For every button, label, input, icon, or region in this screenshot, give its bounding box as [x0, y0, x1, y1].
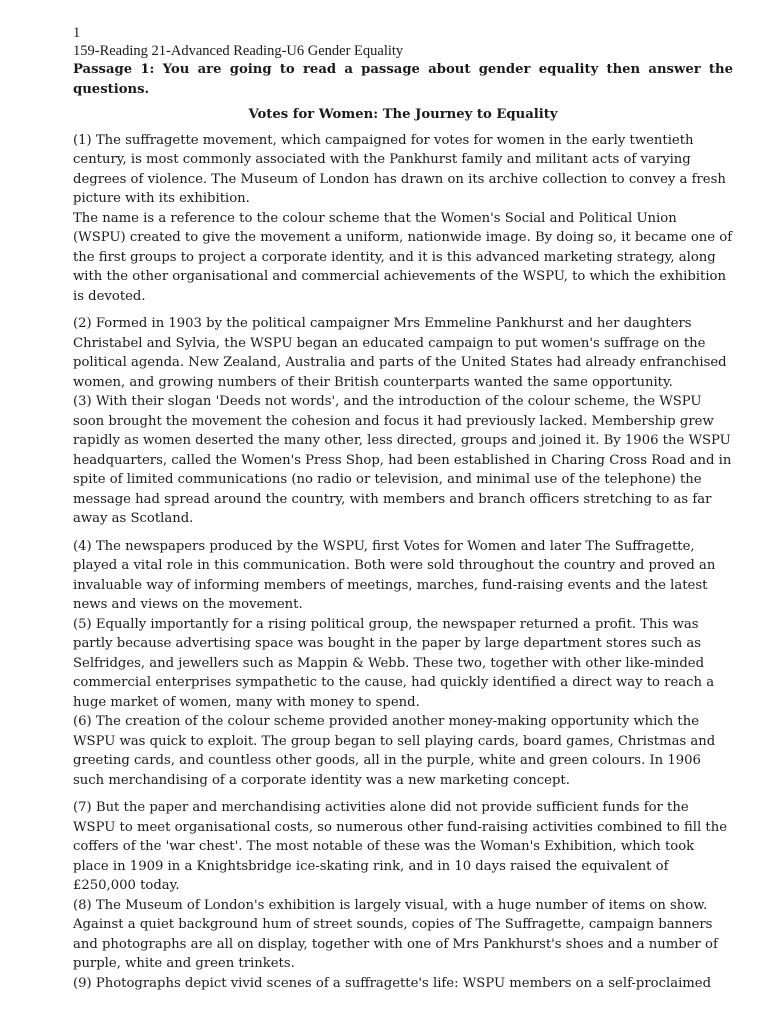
paragraph-7: (7) But the paper and merchandising activities alone did not provide sufficient funds for the WSPU to meet organisational costs, so numerous other fund-raising activities combined to fill the coffers of the 'war chest'. The most notable of these was the Woman's Exhibition, which took place in 1909 in a Knightsbridge ice-skating rink, and in 10 days raised the equivalent of £250,000 today.	[73, 800, 727, 893]
document-page	[73, 24, 733, 993]
passage-instructions: Passage 1: You are going to read a passage about gender equality then answer the questions.	[73, 62, 733, 97]
page-number: 1	[73, 25, 81, 41]
paragraph-2: (2) Formed in 1903 by the political campaigner Mrs Emmeline Pankhurst and her daughters Christabel and Sylvia, the WSPU began an educated campaign to put women's suffrage on the political agenda. New Zealand, Australia and parts of the United States had already enfranchised women, and growing numbers of their British counterparts wanted the same opportunity.	[73, 316, 727, 390]
paragraph-1: (1) The suffragette movement, which campaigned for votes for women in the early twentieth century, is most commonly associated with the Pankhurst family and militant acts of varying degrees of violence. The Museum of London has drawn on its archive collection to convey a fresh picture with its exhibition.	[73, 132, 726, 206]
paragraph-8: (8) The Museum of London's exhibition is largely visual, with a huge number of items on show. Against a quiet background hum of street sounds, copies of The Suffragette, campaign banners and photographs are all on display, together with one of Mrs Pankhurst's shoes and a number of purple, white and green trinkets.	[73, 897, 718, 971]
document-reference: 159-Reading 21-Advanced Reading-U6 Gender Equality	[73, 43, 404, 59]
paragraph-1-continued: The name is a reference to the colour scheme that the Women's Social and Political Union (WSPU) created to give the movement a uniform, nationwide image. By doing so, it became one of the first groups to project a corporate identity, and it is this advanced marketing strategy, along with the other organisational and commercial achievements of the WSPU, to which the exhibition is devoted.	[73, 210, 733, 304]
paragraph-9: (9) Photographs depict vivid scenes of a suffragette's life: WSPU members on a self-proclaimed	[73, 975, 712, 991]
paragraph-5: (5) Equally importantly for a rising political group, the newspaper returned a profit. This was partly because advertising space was bought in the paper by large department stores such as Selfridges, and jewellers such as Mappin & Webb. These two, together with other like-minded commercial enterprises sympathetic to the cause, had quickly identified a direct way to reach a huge market of women, many with money to spend.	[73, 616, 715, 710]
paragraph-4: (4) The newspapers produced by the WSPU, first Votes for Women and later The Suffragette, played a vital role in this communication. Both were sold throughout the country and proved an invaluable way of informing members of meetings, marches, fund-raising events and the latest news and views on the movement.	[73, 538, 716, 612]
passage-title: Votes for Women: The Journey to Equality	[248, 107, 558, 122]
paragraph-6: (6) The creation of the colour scheme provided another money-making opportunity which the WSPU was quick to exploit. The group began to sell playing cards, board games, Christmas and greeting cards, and countless other goods, all in the purple, white and green colours. In 1906 such merchandising of a corporate identity was a new marketing concept.	[73, 714, 716, 788]
paragraph-3: (3) With their slogan 'Deeds not words', and the introduction of the colour scheme, the WSPU soon brought the movement the cohesion and focus it had previously lacked. Membership grew rapidly as women deserted the many other, less directed, groups and joined it. By 1906 the WSPU headquarters, called the Women's Press Shop, had been established in Charing Cross Road and in spite of limited communications (no radio or television, and minimal use of the telephone) the message had spread around the country, with members and branch officers stretching to as far away as Scotland.	[73, 394, 732, 526]
